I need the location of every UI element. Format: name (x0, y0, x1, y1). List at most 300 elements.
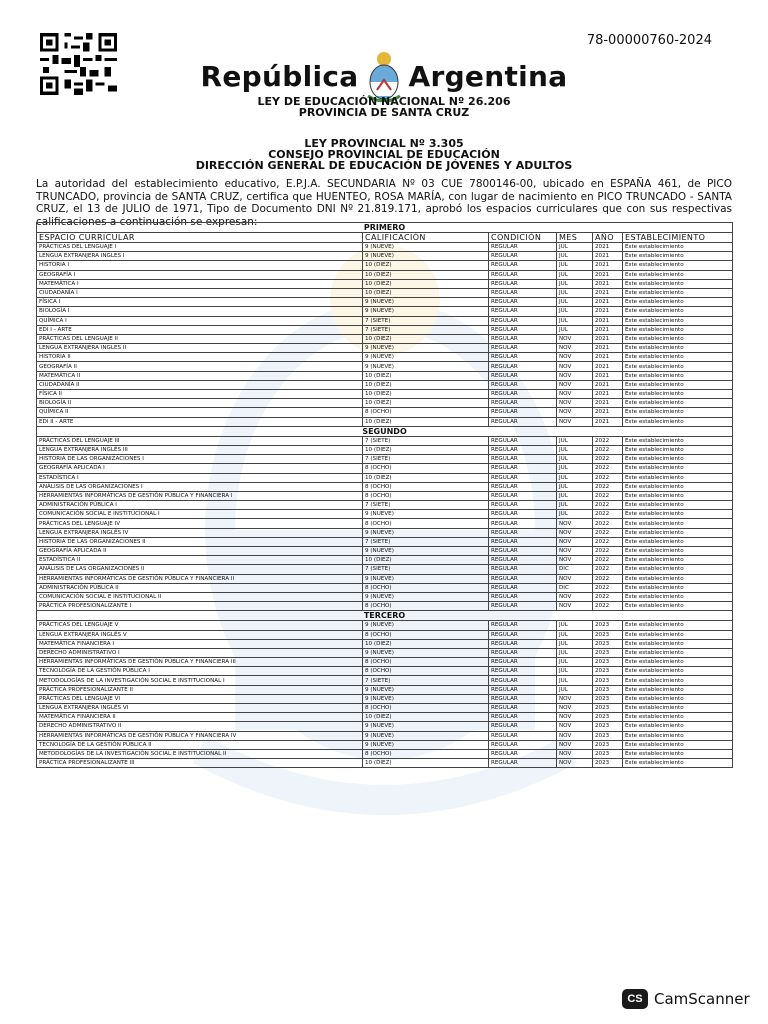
table-cell: REGULAR (489, 417, 557, 426)
table-cell: 8 (OCHO) (363, 408, 489, 417)
table-cell: JUL (557, 639, 593, 648)
table-cell: 2023 (593, 658, 623, 667)
table-cell: BIOLOGÍA II (37, 399, 363, 408)
table-cell: GEOGRAFÍA APLICADA I (37, 464, 363, 473)
table-cell: REGULAR (489, 501, 557, 510)
column-header-row (37, 233, 733, 243)
table-cell: REGULAR (489, 602, 557, 611)
table-cell: 2023 (593, 648, 623, 657)
grades-table-body (37, 223, 733, 768)
table-cell: JUL (557, 445, 593, 454)
column-header: AÑO (593, 233, 623, 243)
table-cell: 9 (NUEVE) (363, 298, 489, 307)
table-cell: JUL (557, 261, 593, 270)
table-cell: REGULAR (489, 288, 557, 297)
table-cell: JUL (557, 316, 593, 325)
table-cell: GEOGRAFÍA II (37, 362, 363, 371)
table-cell: REGULAR (489, 334, 557, 343)
table-cell: JUL (557, 270, 593, 279)
table-cell: PRÁCTICAS DEL LENGUAJE III (37, 436, 363, 445)
table-cell: REGULAR (489, 243, 557, 252)
table-cell: 2022 (593, 583, 623, 592)
table-cell: 2022 (593, 473, 623, 482)
table-row (37, 399, 733, 408)
table-cell: 2022 (593, 537, 623, 546)
table-cell: REGULAR (489, 731, 557, 740)
table-cell: HERRAMIENTAS INFORMÁTICAS DE GESTIÓN PÚBLICA Y FINANCIERA III (37, 658, 363, 667)
table-cell: JUL (557, 491, 593, 500)
table-row (37, 298, 733, 307)
table-row (37, 501, 733, 510)
table-cell: 10 (DIEZ) (363, 639, 489, 648)
table-cell: 2023 (593, 685, 623, 694)
table-row (37, 759, 733, 768)
table-row (37, 749, 733, 758)
table-cell: PRÁCTICAS DEL LENGUAJE V (37, 621, 363, 630)
table-cell: Este establecimiento (623, 501, 733, 510)
table-cell: HISTORIA DE LAS ORGANIZACIONES II (37, 537, 363, 546)
table-cell: NOV (557, 408, 593, 417)
table-cell: 10 (DIEZ) (363, 279, 489, 288)
table-cell: REGULAR (489, 473, 557, 482)
table-cell: REGULAR (489, 307, 557, 316)
table-row (37, 334, 733, 343)
table-row (37, 279, 733, 288)
table-cell: Este establecimiento (623, 316, 733, 325)
table-row (37, 325, 733, 334)
table-cell: Este establecimiento (623, 491, 733, 500)
table-row (37, 408, 733, 417)
table-cell: Este establecimiento (623, 519, 733, 528)
table-cell: JUL (557, 676, 593, 685)
table-cell: REGULAR (489, 408, 557, 417)
table-row (37, 519, 733, 528)
table-cell: JUL (557, 288, 593, 297)
table-cell: JUL (557, 307, 593, 316)
table-cell: REGULAR (489, 519, 557, 528)
table-cell: PRÁCTICA PROFESIONALIZANTE II (37, 685, 363, 694)
table-cell: 9 (NUEVE) (363, 353, 489, 362)
table-cell: REGULAR (489, 390, 557, 399)
table-cell: 2022 (593, 455, 623, 464)
table-row (37, 648, 733, 657)
table-row (37, 473, 733, 482)
table-cell: QUÍMICA I (37, 316, 363, 325)
table-cell: REGULAR (489, 740, 557, 749)
table-cell: 10 (DIEZ) (363, 371, 489, 380)
table-cell: HISTORIA II (37, 353, 363, 362)
table-cell: HERRAMIENTAS INFORMÁTICAS DE GESTIÓN PÚBLICA Y FINANCIERA II (37, 574, 363, 583)
table-cell: Este establecimiento (623, 408, 733, 417)
province-name: PROVINCIA DE SANTA CRUZ (298, 106, 470, 119)
table-cell: Este establecimiento (623, 528, 733, 537)
table-cell: REGULAR (489, 547, 557, 556)
table-cell: 2022 (593, 436, 623, 445)
table-cell: BIOLOGÍA I (37, 307, 363, 316)
table-cell: 8 (OCHO) (363, 519, 489, 528)
table-cell: REGULAR (489, 713, 557, 722)
table-row (37, 344, 733, 353)
table-cell: REGULAR (489, 510, 557, 519)
table-row (37, 252, 733, 261)
table-row (37, 740, 733, 749)
table-cell: Este establecimiento (623, 658, 733, 667)
table-cell: 8 (OCHO) (363, 482, 489, 491)
table-cell: JUL (557, 325, 593, 334)
table-cell: GEOGRAFÍA I (37, 270, 363, 279)
table-row (37, 574, 733, 583)
column-header: MES (557, 233, 593, 243)
table-row (37, 685, 733, 694)
directorate-name: DIRECCIÓN GENERAL DE EDUCACIÓN DE JÓVENES Y ADULTOS (195, 159, 573, 172)
column-header: ESPACIO CURRICULAR (37, 233, 363, 243)
table-cell: 10 (DIEZ) (363, 445, 489, 454)
table-cell: REGULAR (489, 685, 557, 694)
council-name: CONSEJO PROVINCIAL DE EDUCACIÓN (268, 148, 500, 161)
table-cell: ANÁLISIS DE LAS ORGANIZACIONES II (37, 565, 363, 574)
table-cell: JUL (557, 510, 593, 519)
table-cell: JUL (557, 685, 593, 694)
table-row (37, 713, 733, 722)
table-cell: PRÁCTICAS DEL LENGUAJE IV (37, 519, 363, 528)
table-row (37, 667, 733, 676)
table-cell: EDI I - ARTE (37, 325, 363, 334)
table-cell: Este establecimiento (623, 537, 733, 546)
table-cell: Este establecimiento (623, 749, 733, 758)
table-row (37, 528, 733, 537)
table-cell: 2021 (593, 380, 623, 389)
table-cell: REGULAR (489, 325, 557, 334)
table-row (37, 510, 733, 519)
table-cell: Este establecimiento (623, 731, 733, 740)
table-cell: Este establecimiento (623, 325, 733, 334)
table-row (37, 639, 733, 648)
table-cell: REGULAR (489, 658, 557, 667)
table-cell: 2022 (593, 528, 623, 537)
table-cell: 7 (SIETE) (363, 316, 489, 325)
table-row (37, 243, 733, 252)
table-cell: 2021 (593, 288, 623, 297)
table-cell: 9 (NUEVE) (363, 344, 489, 353)
table-cell: 8 (OCHO) (363, 630, 489, 639)
table-cell: Este establecimiento (623, 362, 733, 371)
table-cell: 9 (NUEVE) (363, 740, 489, 749)
table-cell: NOV (557, 556, 593, 565)
table-cell: 2021 (593, 371, 623, 380)
table-cell: REGULAR (489, 574, 557, 583)
table-cell: 2021 (593, 417, 623, 426)
table-cell: JUL (557, 243, 593, 252)
table-cell: REGULAR (489, 270, 557, 279)
table-cell: 2021 (593, 298, 623, 307)
table-cell: 2022 (593, 464, 623, 473)
table-cell: DIC (557, 583, 593, 592)
table-cell: JUL (557, 630, 593, 639)
table-cell: ESTADÍSTICA II (37, 556, 363, 565)
table-cell: NOV (557, 602, 593, 611)
table-cell: JUL (557, 436, 593, 445)
table-cell: 2023 (593, 731, 623, 740)
table-row (37, 455, 733, 464)
table-cell: 2022 (593, 565, 623, 574)
table-cell: REGULAR (489, 592, 557, 601)
year-header-row (37, 611, 733, 621)
table-cell: Este establecimiento (623, 583, 733, 592)
table-cell: REGULAR (489, 528, 557, 537)
table-cell: HISTORIA I (37, 261, 363, 270)
table-cell: DERECHO ADMINISTRATIVO I (37, 648, 363, 657)
table-cell: LENGUA EXTRANJERA INGLES I (37, 252, 363, 261)
title-right: Argentina (408, 59, 568, 93)
table-cell: 9 (NUEVE) (363, 694, 489, 703)
table-cell: REGULAR (489, 316, 557, 325)
table-cell: MATEMÁTICA I (37, 279, 363, 288)
table-cell: 8 (OCHO) (363, 667, 489, 676)
table-cell: JUL (557, 279, 593, 288)
table-row (37, 261, 733, 270)
table-row (37, 704, 733, 713)
table-cell: 2023 (593, 740, 623, 749)
table-cell: REGULAR (489, 704, 557, 713)
table-cell: LENGUA EXTRANJERA INGLÉS VI (37, 704, 363, 713)
table-cell: 9 (NUEVE) (363, 528, 489, 537)
table-cell: Este establecimiento (623, 482, 733, 491)
table-cell: JUL (557, 621, 593, 630)
table-row (37, 676, 733, 685)
year-label: SEGUNDO (37, 426, 733, 436)
table-cell: 2023 (593, 639, 623, 648)
table-cell: PRÁCTICAS DEL LENGUAJE VI (37, 694, 363, 703)
table-cell: FÍSICA I (37, 298, 363, 307)
table-row (37, 621, 733, 630)
table-cell: ADMINISTRACIÓN PÚBLICA II (37, 583, 363, 592)
table-cell: HERRAMIENTAS INFORMÁTICAS DE GESTIÓN PÚBLICA Y FINANCIERA I (37, 491, 363, 500)
table-cell: JUL (557, 473, 593, 482)
column-header: CONDICIÓN (489, 233, 557, 243)
year-header-row (37, 223, 733, 233)
table-row (37, 390, 733, 399)
table-cell: Este establecimiento (623, 261, 733, 270)
table-cell: Este establecimiento (623, 759, 733, 768)
column-header: ESTABLECIMIENTO (623, 233, 733, 243)
table-cell: Este establecimiento (623, 574, 733, 583)
table-cell: 10 (DIEZ) (363, 270, 489, 279)
table-cell: 2021 (593, 362, 623, 371)
table-cell: NOV (557, 740, 593, 749)
table-cell: NOV (557, 399, 593, 408)
table-cell: Este establecimiento (623, 279, 733, 288)
table-cell: NOV (557, 344, 593, 353)
table-cell: JUL (557, 648, 593, 657)
table-cell: 2023 (593, 704, 623, 713)
table-cell: 2022 (593, 491, 623, 500)
table-cell: 8 (OCHO) (363, 602, 489, 611)
table-cell: 9 (NUEVE) (363, 722, 489, 731)
table-cell: NOV (557, 592, 593, 601)
table-row (37, 630, 733, 639)
table-cell: Este establecimiento (623, 547, 733, 556)
table-cell: 2021 (593, 252, 623, 261)
table-cell: REGULAR (489, 464, 557, 473)
table-cell: 8 (OCHO) (363, 464, 489, 473)
table-cell: Este establecimiento (623, 252, 733, 261)
table-cell: 2022 (593, 482, 623, 491)
table-cell: REGULAR (489, 261, 557, 270)
table-cell: Este establecimiento (623, 380, 733, 389)
year-label: PRIMERO (37, 223, 733, 233)
table-row (37, 362, 733, 371)
table-cell: 2023 (593, 759, 623, 768)
table-cell: 10 (DIEZ) (363, 288, 489, 297)
table-cell: 10 (DIEZ) (363, 399, 489, 408)
table-cell: LENGUA EXTRANJERA INGLÉS V (37, 630, 363, 639)
camscanner-label: CamScanner (654, 990, 750, 1008)
grades-table-wrapper (36, 222, 732, 768)
table-cell: JUL (557, 298, 593, 307)
table-cell: 8 (OCHO) (363, 583, 489, 592)
table-cell: JUL (557, 455, 593, 464)
table-row (37, 371, 733, 380)
table-cell: 9 (NUEVE) (363, 547, 489, 556)
table-cell: Este establecimiento (623, 639, 733, 648)
table-cell: Este establecimiento (623, 740, 733, 749)
table-cell: JUL (557, 252, 593, 261)
table-cell: 2023 (593, 630, 623, 639)
table-cell: Este establecimiento (623, 676, 733, 685)
table-cell: Este establecimiento (623, 243, 733, 252)
table-cell: 7 (SIETE) (363, 455, 489, 464)
table-cell: 2023 (593, 621, 623, 630)
table-cell: 2022 (593, 445, 623, 454)
table-cell: REGULAR (489, 362, 557, 371)
table-row (37, 537, 733, 546)
table-cell: 10 (DIEZ) (363, 759, 489, 768)
table-cell: 10 (DIEZ) (363, 417, 489, 426)
table-cell: PRÁCTICA PROFESIONALIZANTE III (37, 759, 363, 768)
table-cell: 2021 (593, 399, 623, 408)
year-label: TERCERO (37, 611, 733, 621)
table-cell: 2021 (593, 334, 623, 343)
table-cell: 10 (DIEZ) (363, 261, 489, 270)
table-cell: NOV (557, 704, 593, 713)
table-cell: 2021 (593, 270, 623, 279)
table-row (37, 464, 733, 473)
table-cell: REGULAR (489, 667, 557, 676)
table-cell: Este establecimiento (623, 722, 733, 731)
table-cell: 2023 (593, 749, 623, 758)
table-cell: EDI II - ARTE (37, 417, 363, 426)
table-cell: REGULAR (489, 676, 557, 685)
table-cell: 2021 (593, 279, 623, 288)
table-cell: REGULAR (489, 639, 557, 648)
table-cell: Este establecimiento (623, 288, 733, 297)
table-cell: 2023 (593, 676, 623, 685)
table-cell: REGULAR (489, 371, 557, 380)
table-cell: REGULAR (489, 759, 557, 768)
table-cell: NOV (557, 722, 593, 731)
table-cell: REGULAR (489, 565, 557, 574)
table-cell: 10 (DIEZ) (363, 473, 489, 482)
table-row (37, 380, 733, 389)
table-cell: 2021 (593, 408, 623, 417)
table-cell: PRÁCTICAS DEL LENGUAJE II (37, 334, 363, 343)
table-cell: METODOLOGÍAS DE LA INVESTIGACIÓN SOCIAL E INSTITUCIONAL I (37, 676, 363, 685)
table-cell: Este establecimiento (623, 399, 733, 408)
table-cell: Este establecimiento (623, 667, 733, 676)
table-cell: DERECHO ADMINISTRATIVO II (37, 722, 363, 731)
table-cell: TECNOLOGÍA DE LA GESTIÓN PÚBLICA II (37, 740, 363, 749)
table-cell: NOV (557, 731, 593, 740)
table-cell: LENGUA EXTRANJERA INGLES II (37, 344, 363, 353)
table-cell: REGULAR (489, 399, 557, 408)
table-cell: 7 (SIETE) (363, 565, 489, 574)
table-cell: NOV (557, 759, 593, 768)
table-row (37, 491, 733, 500)
table-cell: Este establecimiento (623, 390, 733, 399)
table-cell: 2021 (593, 390, 623, 399)
table-cell: COMUNICACIÓN SOCIAL E INSTITUCIONAL II (37, 592, 363, 601)
table-cell: 2021 (593, 353, 623, 362)
table-cell: Este establecimiento (623, 436, 733, 445)
table-cell: 10 (DIEZ) (363, 380, 489, 389)
table-cell: 9 (NUEVE) (363, 252, 489, 261)
table-cell: REGULAR (489, 344, 557, 353)
table-cell: JUL (557, 501, 593, 510)
table-cell: DIC (557, 565, 593, 574)
table-cell: Este establecimiento (623, 621, 733, 630)
table-row (37, 658, 733, 667)
table-cell: 10 (DIEZ) (363, 713, 489, 722)
table-cell: REGULAR (489, 298, 557, 307)
table-cell: 9 (NUEVE) (363, 592, 489, 601)
table-cell: COMUNICACIÓN SOCIAL E INSTITUCIONAL I (37, 510, 363, 519)
table-cell: 2021 (593, 261, 623, 270)
table-cell: 2021 (593, 316, 623, 325)
table-cell: 7 (SIETE) (363, 501, 489, 510)
column-header: CALIFICACIÓN (363, 233, 489, 243)
table-row (37, 583, 733, 592)
table-row (37, 731, 733, 740)
table-cell: 8 (OCHO) (363, 749, 489, 758)
certification-text: La autoridad del establecimiento educativo, E.P.J.A. SECUNDARIA Nº 03 CUE 7800146-00, ubicado en ESPAÑA 461, de PICO TRUNCADO, provincia de SANTA CRUZ, certifica que HUENTEO, ROSA MARÍA, con lugar de nacimiento en PICO TRUNCADO - SANTA CRUZ, el 13 de JULIO de 1971, Tipo de Documento DNI Nº 21.819.171, aprobó los espacios curriculares que con sus respectivas calificaciones a continuación se expresan: (36, 178, 732, 228)
table-cell: REGULAR (489, 556, 557, 565)
table-cell: 2023 (593, 722, 623, 731)
table-cell: Este establecimiento (623, 464, 733, 473)
table-cell: Este establecimiento (623, 565, 733, 574)
table-row (37, 307, 733, 316)
table-row (37, 353, 733, 362)
table-cell: 2023 (593, 667, 623, 676)
table-cell: Este establecimiento (623, 334, 733, 343)
camscanner-watermark (622, 989, 750, 1009)
table-row (37, 592, 733, 601)
table-cell: CIUDADANÍA II (37, 380, 363, 389)
table-cell: MATEMÁTICA FINANCIERA II (37, 713, 363, 722)
table-cell: NOV (557, 380, 593, 389)
table-cell: REGULAR (489, 694, 557, 703)
table-cell: 2021 (593, 344, 623, 353)
table-cell: NOV (557, 694, 593, 703)
table-row (37, 556, 733, 565)
table-cell: 2023 (593, 694, 623, 703)
table-cell: METODOLOGÍAS DE LA INVESTIGACIÓN SOCIAL E INSTITUCIONAL II (37, 749, 363, 758)
table-row (37, 602, 733, 611)
table-cell: Este establecimiento (623, 445, 733, 454)
table-cell: 9 (NUEVE) (363, 685, 489, 694)
table-cell: REGULAR (489, 583, 557, 592)
table-cell: CIUDADANÍA I (37, 288, 363, 297)
table-cell: LENGUA EXTRANJERA INGLÉS IV (37, 528, 363, 537)
